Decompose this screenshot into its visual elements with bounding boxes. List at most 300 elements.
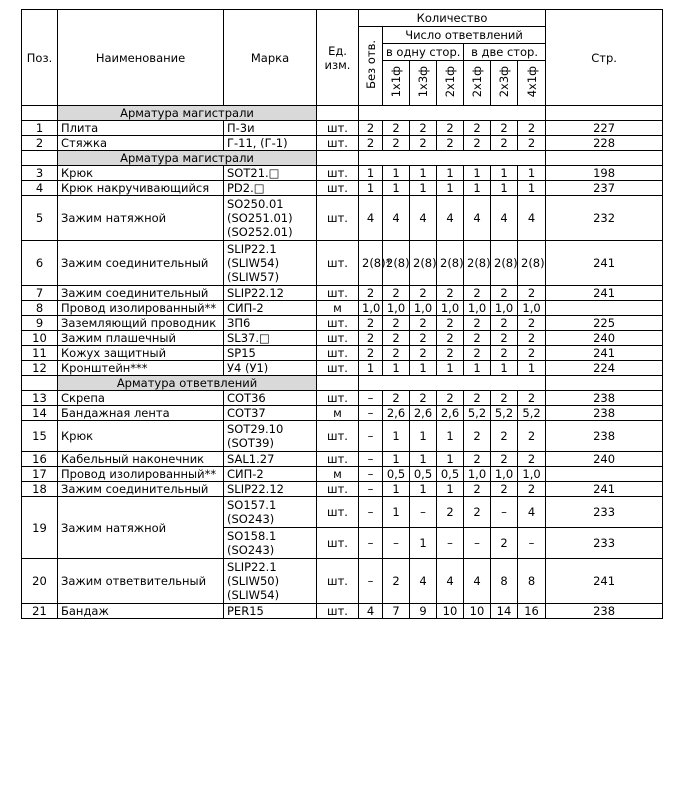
qty-cell: 1 bbox=[359, 166, 383, 181]
qty-cell: 1 bbox=[464, 181, 491, 196]
header-col: 2х1ф bbox=[470, 65, 484, 98]
mark-line: COT37 bbox=[227, 406, 266, 420]
unit-cell: шт. bbox=[317, 604, 359, 619]
header-unit: Ед. изм. bbox=[317, 10, 359, 106]
qty-cell: 2 bbox=[464, 346, 491, 361]
mark-cell bbox=[224, 528, 317, 559]
pos-cell: 21 bbox=[22, 604, 58, 619]
page-cell: 241 bbox=[546, 241, 663, 286]
qty-cell: 2 bbox=[359, 286, 383, 301]
table-row bbox=[22, 604, 663, 619]
section-blank bbox=[546, 151, 663, 166]
qty-cell: – bbox=[383, 528, 410, 559]
qty-cell: 1,0 bbox=[464, 467, 491, 482]
mark-line: (SO252.01) bbox=[227, 225, 293, 239]
table-row bbox=[22, 497, 663, 528]
pos-cell: 14 bbox=[22, 406, 58, 421]
qty-cell: 2 bbox=[359, 121, 383, 136]
mark-line: У4 (У1) bbox=[227, 361, 269, 375]
qty-cell: 1 bbox=[410, 181, 437, 196]
header-col: 2х3ф bbox=[497, 65, 511, 98]
qty-cell: 2 bbox=[464, 136, 491, 151]
mark-line: SOT21.□ bbox=[227, 166, 280, 180]
qty-cell: 2 bbox=[437, 331, 464, 346]
unit-cell: шт. bbox=[317, 346, 359, 361]
section-blank bbox=[317, 106, 359, 121]
qty-cell: 0,5 bbox=[437, 467, 464, 482]
pos-cell: 16 bbox=[22, 452, 58, 467]
name-cell: Кабельный наконечник bbox=[58, 452, 224, 467]
table-row bbox=[22, 286, 663, 301]
qty-cell: – bbox=[437, 528, 464, 559]
qty-cell: 2 bbox=[491, 136, 518, 151]
section-title: Арматура магистрали bbox=[58, 151, 317, 166]
qty-cell: 2 bbox=[383, 286, 410, 301]
qty-cell: 2(8) bbox=[383, 241, 410, 286]
name-cell: Кожух защитный bbox=[58, 346, 224, 361]
name-cell: Плита bbox=[58, 121, 224, 136]
unit-cell: шт. bbox=[317, 196, 359, 241]
mark-line: (SLIW54) bbox=[227, 588, 280, 602]
page-cell: 225 bbox=[546, 316, 663, 331]
qty-cell: 2 bbox=[383, 121, 410, 136]
unit-cell: м bbox=[317, 467, 359, 482]
page-cell: 228 bbox=[546, 136, 663, 151]
mark-cell bbox=[224, 301, 317, 316]
section-row bbox=[22, 376, 663, 391]
qty-cell: 2 bbox=[410, 331, 437, 346]
qty-cell: 10 bbox=[464, 604, 491, 619]
unit-cell: шт. bbox=[317, 136, 359, 151]
table-body bbox=[22, 10, 663, 619]
qty-cell: 2,6 bbox=[437, 406, 464, 421]
qty-cell: 1,0 bbox=[491, 467, 518, 482]
qty-cell: 0,5 bbox=[383, 467, 410, 482]
pos-cell: 7 bbox=[22, 286, 58, 301]
qty-cell: 1 bbox=[518, 181, 546, 196]
qty-cell: 5,2 bbox=[491, 406, 518, 421]
qty-cell: 2 bbox=[437, 346, 464, 361]
qty-cell: 2 bbox=[518, 121, 546, 136]
section-blank bbox=[22, 376, 58, 391]
qty-cell: 2 bbox=[410, 391, 437, 406]
name-cell: Провод изолированный** bbox=[58, 301, 224, 316]
qty-cell: 2 bbox=[464, 421, 491, 452]
qty-cell: 2 bbox=[491, 528, 518, 559]
qty-cell: 2 bbox=[359, 331, 383, 346]
qty-cell: 1 bbox=[383, 497, 410, 528]
table-row bbox=[22, 361, 663, 376]
qty-cell: 1 bbox=[383, 421, 410, 452]
mark-cell bbox=[224, 136, 317, 151]
qty-cell: 2 bbox=[437, 391, 464, 406]
header-no-branch-cell bbox=[359, 27, 383, 106]
mark-line: SO158.1 bbox=[227, 529, 277, 543]
qty-cell: 1 bbox=[410, 361, 437, 376]
page-cell: 241 bbox=[546, 346, 663, 361]
qty-cell: 8 bbox=[491, 559, 518, 604]
qty-cell: 2 bbox=[410, 136, 437, 151]
page-cell bbox=[546, 467, 663, 482]
name-cell: Зажим натяжной bbox=[58, 196, 224, 241]
qty-cell: 2,6 bbox=[410, 406, 437, 421]
qty-cell: 2 bbox=[491, 482, 518, 497]
name-cell: Зажим плашечный bbox=[58, 331, 224, 346]
table-row bbox=[22, 406, 663, 421]
qty-cell: – bbox=[359, 528, 383, 559]
header-no-branch: Без отв. bbox=[363, 40, 378, 89]
qty-cell: 1 bbox=[491, 166, 518, 181]
mark-cell bbox=[224, 452, 317, 467]
pos-cell: 20 bbox=[22, 559, 58, 604]
qty-cell: 2(8) bbox=[518, 241, 546, 286]
pos-cell: 19 bbox=[22, 497, 58, 559]
table-row bbox=[22, 181, 663, 196]
mark-line: (SO251.01) bbox=[227, 211, 293, 225]
qty-cell: 1,0 bbox=[518, 301, 546, 316]
qty-cell: 14 bbox=[491, 604, 518, 619]
qty-cell: 2 bbox=[491, 421, 518, 452]
unit-cell: шт. bbox=[317, 559, 359, 604]
page-cell: 224 bbox=[546, 361, 663, 376]
name-cell: Крюк bbox=[58, 421, 224, 452]
page-cell: 240 bbox=[546, 452, 663, 467]
page-cell bbox=[546, 301, 663, 316]
qty-cell: – bbox=[359, 497, 383, 528]
qty-cell: 2 bbox=[464, 121, 491, 136]
pos-cell: 4 bbox=[22, 181, 58, 196]
unit-cell: шт. bbox=[317, 286, 359, 301]
qty-cell: 2 bbox=[437, 286, 464, 301]
qty-cell: 2 bbox=[437, 136, 464, 151]
qty-cell: – bbox=[359, 467, 383, 482]
name-cell: Крюк bbox=[58, 166, 224, 181]
qty-cell: 2 bbox=[518, 136, 546, 151]
mark-line: (SOT39) bbox=[227, 436, 274, 450]
mark-cell bbox=[224, 286, 317, 301]
header-one-side: в одну стор. bbox=[383, 44, 464, 61]
qty-cell: 5,2 bbox=[518, 406, 546, 421]
header-col: 4х1ф bbox=[524, 65, 539, 98]
qty-cell: 2(8) bbox=[491, 241, 518, 286]
qty-cell: 2 bbox=[491, 346, 518, 361]
header-col-cell bbox=[410, 61, 437, 106]
section-blank bbox=[317, 376, 359, 391]
pos-cell: 12 bbox=[22, 361, 58, 376]
qty-cell: 2 bbox=[437, 497, 464, 528]
qty-cell: – bbox=[359, 559, 383, 604]
name-cell: Зажим натяжной bbox=[58, 497, 224, 559]
qty-cell: 1 bbox=[491, 181, 518, 196]
mark-line: СИП-2 bbox=[227, 467, 264, 481]
page-cell: 240 bbox=[546, 331, 663, 346]
table-row bbox=[22, 331, 663, 346]
pos-cell: 17 bbox=[22, 467, 58, 482]
qty-cell: 1,0 bbox=[464, 301, 491, 316]
pos-cell: 1 bbox=[22, 121, 58, 136]
header-mark: Марка bbox=[224, 10, 317, 106]
qty-cell: 1 bbox=[518, 361, 546, 376]
qty-cell: 2 bbox=[359, 136, 383, 151]
pos-cell: 18 bbox=[22, 482, 58, 497]
table-row bbox=[22, 559, 663, 604]
header-col: 1х1ф bbox=[389, 65, 403, 98]
page-cell: 227 bbox=[546, 121, 663, 136]
qty-cell: 2(8) bbox=[410, 241, 437, 286]
qty-cell: 2 bbox=[410, 316, 437, 331]
header-col-cell bbox=[437, 61, 464, 106]
unit-cell: шт. bbox=[317, 166, 359, 181]
qty-cell: 2 bbox=[359, 346, 383, 361]
qty-cell: – bbox=[359, 421, 383, 452]
qty-cell: 1 bbox=[383, 181, 410, 196]
mark-line: SAL1.27 bbox=[227, 452, 275, 466]
header-name: Наименование bbox=[58, 10, 224, 106]
header-col: 2х1ф bbox=[443, 65, 457, 98]
qty-cell: 2 bbox=[410, 346, 437, 361]
qty-cell: 1,0 bbox=[518, 467, 546, 482]
unit-cell: шт. bbox=[317, 316, 359, 331]
section-blank bbox=[359, 376, 546, 391]
qty-cell: 2 bbox=[383, 331, 410, 346]
name-cell: Бандаж bbox=[58, 604, 224, 619]
header-col-cell bbox=[491, 61, 518, 106]
name-cell: Заземляющий проводник bbox=[58, 316, 224, 331]
qty-cell: 1,0 bbox=[437, 301, 464, 316]
qty-cell: 10 bbox=[437, 604, 464, 619]
qty-cell: 1 bbox=[437, 361, 464, 376]
name-cell: Скрепа bbox=[58, 391, 224, 406]
name-cell: Провод изолированный** bbox=[58, 467, 224, 482]
qty-cell: 2 bbox=[518, 331, 546, 346]
qty-cell: 4 bbox=[491, 196, 518, 241]
qty-cell: 7 bbox=[383, 604, 410, 619]
page-cell: 238 bbox=[546, 406, 663, 421]
qty-cell: 1,0 bbox=[491, 301, 518, 316]
header-page: Стр. bbox=[546, 10, 663, 106]
qty-cell: 1 bbox=[410, 482, 437, 497]
qty-cell: 4 bbox=[359, 604, 383, 619]
mark-cell bbox=[224, 559, 317, 604]
qty-cell: 2 bbox=[383, 346, 410, 361]
qty-cell: 2 bbox=[491, 316, 518, 331]
qty-cell: 1 bbox=[410, 166, 437, 181]
qty-cell: 1 bbox=[437, 166, 464, 181]
qty-cell: 9 bbox=[410, 604, 437, 619]
unit-cell: шт. bbox=[317, 181, 359, 196]
qty-cell: – bbox=[359, 452, 383, 467]
qty-cell: 1 bbox=[518, 166, 546, 181]
header-two-sides: в две стор. bbox=[464, 44, 546, 61]
unit-cell: шт. bbox=[317, 121, 359, 136]
qty-cell: 1 bbox=[383, 452, 410, 467]
mark-cell bbox=[224, 361, 317, 376]
mark-line: SLIP22.1 bbox=[227, 560, 277, 574]
qty-cell: 2 bbox=[518, 482, 546, 497]
qty-cell: 2 bbox=[518, 452, 546, 467]
mark-line: PER15 bbox=[227, 604, 264, 618]
qty-cell: 1 bbox=[359, 361, 383, 376]
unit-cell: шт. bbox=[317, 452, 359, 467]
qty-cell: 4 bbox=[359, 196, 383, 241]
name-cell: Крюк накручивающийся bbox=[58, 181, 224, 196]
mark-cell bbox=[224, 406, 317, 421]
name-cell: Зажим ответвительный bbox=[58, 559, 224, 604]
unit-cell: шт. bbox=[317, 361, 359, 376]
section-blank bbox=[546, 106, 663, 121]
mark-line: (SLIW54) bbox=[227, 256, 280, 270]
table-row bbox=[22, 421, 663, 452]
table-row bbox=[22, 136, 663, 151]
table-row bbox=[22, 467, 663, 482]
unit-cell: шт. bbox=[317, 497, 359, 528]
mark-line: SLIP22.12 bbox=[227, 286, 284, 300]
qty-cell: 4 bbox=[464, 559, 491, 604]
mark-line: SLIP22.12 bbox=[227, 482, 284, 496]
unit-cell: шт. bbox=[317, 421, 359, 452]
mark-line: (SO243) bbox=[227, 512, 275, 526]
qty-cell: 5,2 bbox=[464, 406, 491, 421]
header-quantity: Количество bbox=[359, 10, 546, 27]
qty-cell: 2(8) bbox=[464, 241, 491, 286]
mark-line: Г-11, (Г-1) bbox=[227, 136, 288, 150]
mark-line: (SLIW57) bbox=[227, 270, 280, 284]
qty-cell: 2(8)* bbox=[359, 241, 383, 286]
qty-cell: – bbox=[359, 406, 383, 421]
qty-cell: 1 bbox=[383, 482, 410, 497]
qty-cell: 1,0 bbox=[359, 301, 383, 316]
mark-line: П-3и bbox=[227, 121, 255, 135]
unit-cell: шт. bbox=[317, 391, 359, 406]
section-blank bbox=[359, 151, 546, 166]
qty-cell: 1,0 bbox=[383, 301, 410, 316]
mark-cell bbox=[224, 391, 317, 406]
table-row bbox=[22, 316, 663, 331]
qty-cell: – bbox=[491, 497, 518, 528]
qty-cell: 4 bbox=[518, 196, 546, 241]
page-cell: 238 bbox=[546, 391, 663, 406]
qty-cell: 1 bbox=[383, 361, 410, 376]
mark-cell bbox=[224, 316, 317, 331]
page-cell: 238 bbox=[546, 421, 663, 452]
qty-cell: 1 bbox=[359, 181, 383, 196]
qty-cell: 2 bbox=[518, 391, 546, 406]
qty-cell: 2 bbox=[464, 286, 491, 301]
page-cell: 233 bbox=[546, 497, 663, 528]
table-row bbox=[22, 301, 663, 316]
qty-cell: 2 bbox=[410, 286, 437, 301]
qty-cell: 1 bbox=[437, 482, 464, 497]
mark-cell bbox=[224, 421, 317, 452]
page-cell: 232 bbox=[546, 196, 663, 241]
qty-cell: 1,0 bbox=[410, 301, 437, 316]
mark-line: (SLIW50) bbox=[227, 574, 280, 588]
pos-cell: 9 bbox=[22, 316, 58, 331]
table-row bbox=[22, 241, 663, 286]
qty-cell: 2 bbox=[437, 316, 464, 331]
page-cell: 241 bbox=[546, 559, 663, 604]
unit-cell: шт. bbox=[317, 331, 359, 346]
qty-cell: 1 bbox=[491, 361, 518, 376]
qty-cell: 2(8) bbox=[437, 241, 464, 286]
qty-cell: 2 bbox=[359, 316, 383, 331]
table-row bbox=[22, 346, 663, 361]
unit-cell: шт. bbox=[317, 528, 359, 559]
qty-cell: 2 bbox=[410, 121, 437, 136]
mark-line: ЗП6 bbox=[227, 316, 251, 330]
table-row bbox=[22, 121, 663, 136]
qty-cell: 2 bbox=[383, 136, 410, 151]
section-title: Арматура ответвлений bbox=[58, 376, 317, 391]
page-cell: 241 bbox=[546, 482, 663, 497]
mark-line: SO157.1 bbox=[227, 498, 277, 512]
qty-cell: 2,6 bbox=[383, 406, 410, 421]
pos-cell: 8 bbox=[22, 301, 58, 316]
qty-cell: 1 bbox=[410, 528, 437, 559]
pos-cell: 15 bbox=[22, 421, 58, 452]
mark-cell bbox=[224, 604, 317, 619]
qty-cell: 8 bbox=[518, 559, 546, 604]
mark-cell bbox=[224, 346, 317, 361]
qty-cell: 1 bbox=[437, 452, 464, 467]
page-cell: 241 bbox=[546, 286, 663, 301]
mark-line: SLIP22.1 bbox=[227, 242, 277, 256]
qty-cell: 2 bbox=[464, 331, 491, 346]
pos-cell: 3 bbox=[22, 166, 58, 181]
qty-cell: 2 bbox=[491, 391, 518, 406]
name-cell: Зажим соединительный bbox=[58, 241, 224, 286]
page-cell: 238 bbox=[546, 604, 663, 619]
unit-cell: м bbox=[317, 301, 359, 316]
qty-cell: 2 bbox=[491, 286, 518, 301]
section-blank bbox=[546, 376, 663, 391]
mark-cell bbox=[224, 467, 317, 482]
qty-cell: 2 bbox=[491, 121, 518, 136]
qty-cell: – bbox=[359, 391, 383, 406]
qty-cell: 2 bbox=[464, 452, 491, 467]
qty-cell: 1 bbox=[464, 361, 491, 376]
mark-cell bbox=[224, 181, 317, 196]
name-cell: Бандажная лента bbox=[58, 406, 224, 421]
qty-cell: 4 bbox=[383, 196, 410, 241]
header-col: 1х3ф bbox=[416, 65, 430, 98]
qty-cell: 1 bbox=[464, 166, 491, 181]
section-row bbox=[22, 151, 663, 166]
mark-cell bbox=[224, 121, 317, 136]
mark-cell bbox=[224, 331, 317, 346]
qty-cell: 1 bbox=[410, 452, 437, 467]
mark-cell bbox=[224, 497, 317, 528]
mark-line: СИП-2 bbox=[227, 301, 264, 315]
section-row bbox=[22, 106, 663, 121]
header-col-cell bbox=[464, 61, 491, 106]
header-col-cell bbox=[518, 61, 546, 106]
header-col-cell bbox=[383, 61, 410, 106]
qty-cell: 4 bbox=[437, 196, 464, 241]
name-cell: Стяжка bbox=[58, 136, 224, 151]
unit-cell: шт. bbox=[317, 482, 359, 497]
mark-line: SO250.01 bbox=[227, 197, 284, 211]
unit-cell: м bbox=[317, 406, 359, 421]
mark-cell bbox=[224, 241, 317, 286]
pos-cell: 2 bbox=[22, 136, 58, 151]
pos-cell: 5 bbox=[22, 196, 58, 241]
header-branch-count: Число ответвлений bbox=[383, 27, 546, 44]
qty-cell: 2 bbox=[383, 316, 410, 331]
qty-cell: 2 bbox=[464, 482, 491, 497]
qty-cell: 2 bbox=[437, 121, 464, 136]
pos-cell: 10 bbox=[22, 331, 58, 346]
